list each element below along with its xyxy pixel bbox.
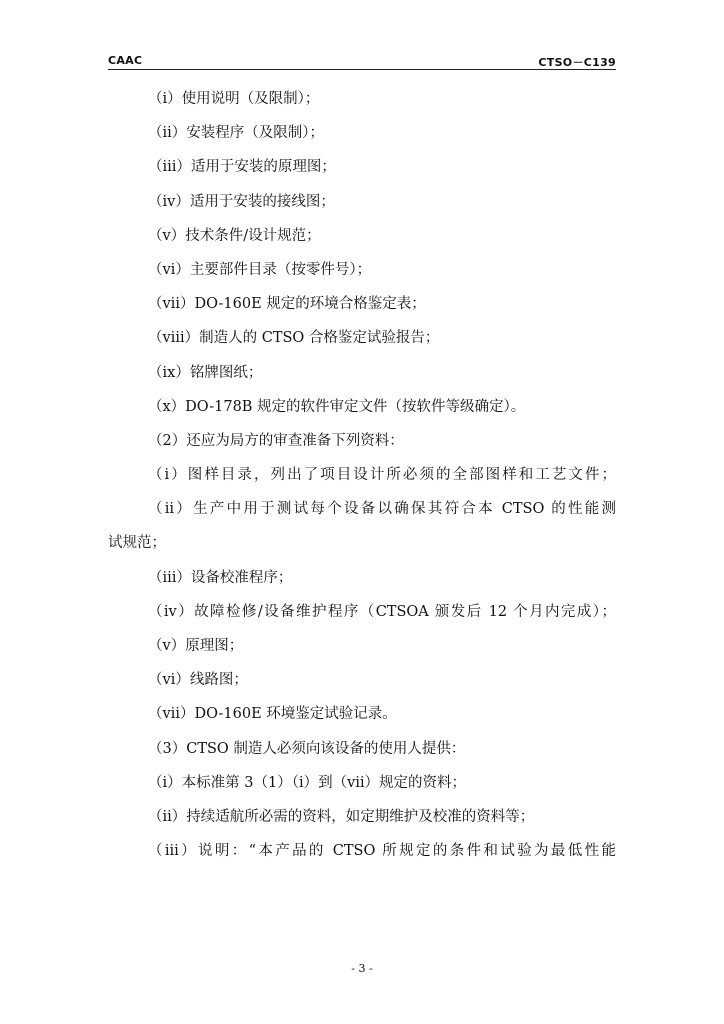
header-divider bbox=[108, 69, 616, 70]
text-line: （ⅸ）铭牌图纸； bbox=[148, 364, 263, 381]
text-line: （ⅳ）适用于安装的接线图； bbox=[148, 193, 335, 210]
header-document-code: CTSO－C139 bbox=[538, 56, 616, 69]
text-line: （ⅷ）制造人的 CTSO 合格鉴定试验报告； bbox=[148, 330, 440, 347]
section-heading: （2）还应为局方的审查准备下列资料： bbox=[148, 432, 404, 449]
text-line: （ⅱ）生产中用于测试每个设备以确保其符合本 CTSO 的性能测 bbox=[148, 501, 616, 518]
document-body bbox=[108, 82, 616, 868]
text-line-continuation: 试规范； bbox=[108, 535, 166, 552]
text-line: （ⅰ）图样目录，列出了项目设计所必须的全部图样和工艺文件； bbox=[148, 467, 616, 484]
text-line: （ⅳ）故障检修/设备维护程序（CTSOA 颁发后 12 个月内完成）； bbox=[148, 603, 616, 620]
text-line: （ⅱ）持续适航所必需的资料，如定期维护及校准的资料等； bbox=[148, 808, 535, 825]
section-heading: （3）CTSO 制造人必须向该设备的使用人提供： bbox=[148, 740, 466, 757]
text-line: （ⅵ）线路图； bbox=[148, 672, 248, 689]
text-line: （ⅰ）使用说明（及限制）； bbox=[148, 91, 320, 107]
text-line: （ⅶ）DO-160E 环境鉴定试验记录。 bbox=[148, 706, 397, 723]
text-line: （ⅲ）说明：“本产品的 CTSO 所规定的条件和试验为最低性能 bbox=[148, 843, 616, 860]
text-line: （ⅶ）DO-160E 规定的环境合格鉴定表； bbox=[148, 296, 426, 313]
text-line: （ⅱ）安装程序（及限制）； bbox=[148, 125, 325, 142]
text-line: （ⅴ）技术条件/设计规范； bbox=[148, 227, 321, 244]
text-line: （ⅵ）主要部件目录（按零件号）； bbox=[148, 261, 372, 278]
text-line: （ⅴ）原理图； bbox=[148, 638, 244, 654]
text-line: （ⅲ）适用于安装的原理图； bbox=[148, 159, 336, 176]
text-line: （ⅹ）DO-178B 规定的软件审定文件（按软件等级确定）。 bbox=[148, 398, 526, 415]
page-number: - 3 - bbox=[351, 962, 373, 975]
header-org-label: CAAC bbox=[108, 54, 143, 67]
text-line: （ⅰ）本标准第 3（1）（ⅰ）到（ⅶ）规定的资料； bbox=[148, 774, 467, 791]
page-header bbox=[108, 54, 616, 70]
text-line: （ⅲ）设备校准程序； bbox=[148, 569, 293, 586]
